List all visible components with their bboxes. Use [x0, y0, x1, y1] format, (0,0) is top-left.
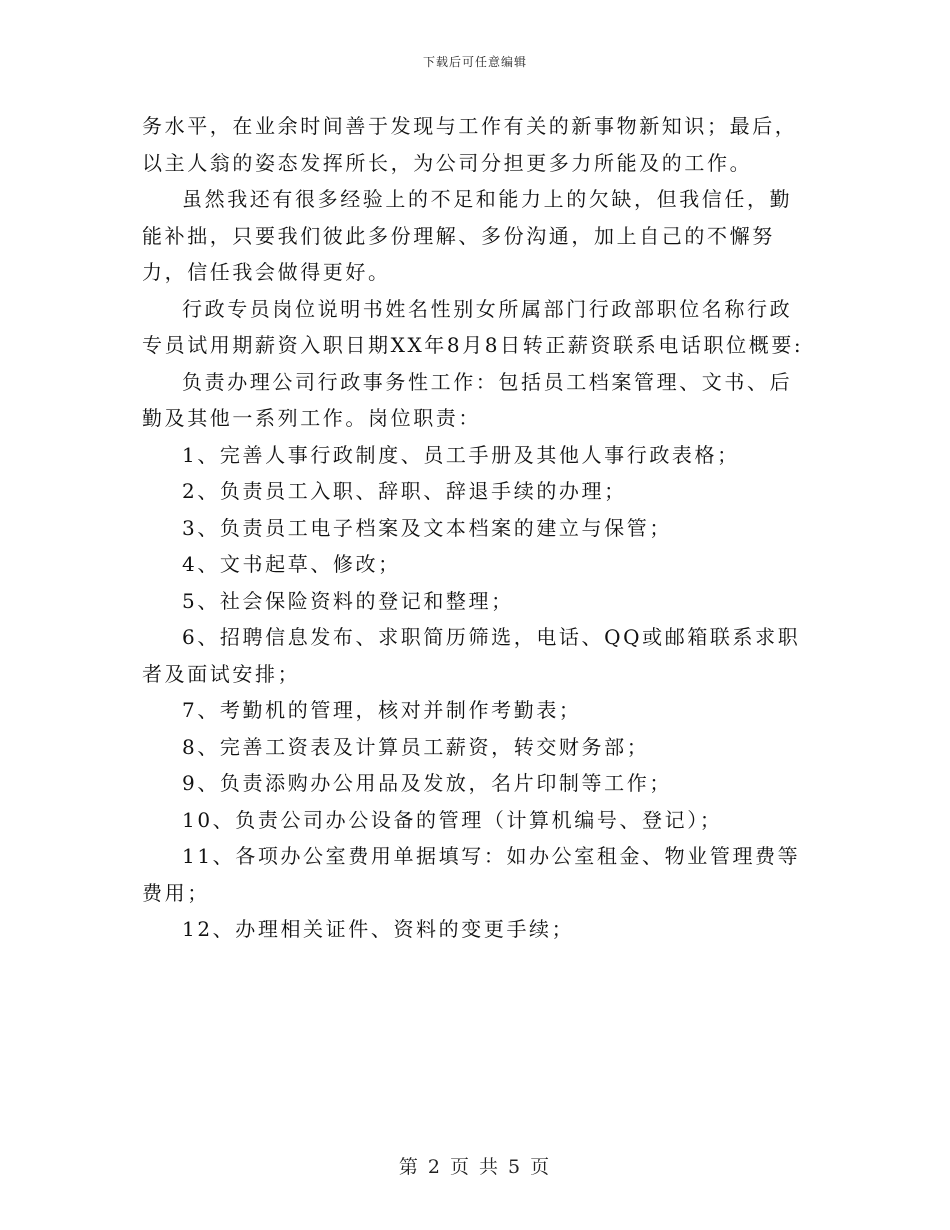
duty-item-1: 1、完善人事行政制度、员工手册及其他人事行政表格；: [182, 442, 740, 467]
paragraph: 虽然我还有很多经验上的不足和能力上的欠缺，但我信任，勤能补拙，只要我们彼此多份理解、多份沟通，加上自己的不懈努力，信任我会做得更好。: [142, 187, 793, 284]
duty-item-3: 3、负责员工电子档案及文本档案的建立与保管；: [182, 515, 672, 540]
paragraph-continuation: 务水平，在业余时间善于发现与工作有关的新事物新知识；最后，以主人翁的姿态发挥所长，为公司分担更多力所能及的工作。: [142, 114, 798, 175]
duty-item-10: 10、负责公司办公设备的管理（计算机编号、登记）；: [182, 807, 723, 832]
duty-item-12: 12、办理相关证件、资料的变更手续；: [182, 917, 575, 941]
paragraph-job-summary: 负责办理公司行政事务性工作：包括员工档案管理、文书、后勤及其他一系列工作。岗位职责：: [142, 369, 793, 430]
duty-item-2: 2、负责员工入职、辞职、辞退手续的办理；: [182, 479, 627, 503]
document-body: [142, 108, 812, 948]
paragraph-job-description: 行政专员岗位说明书姓名性别女所属部门行政部职位名称行政专员试用期薪资入职日期XX年8月8日转正薪资联系电话职位概要:: [142, 296, 804, 357]
duty-item-8: 8、完善工资表及计算员工薪资，转交财务部；: [182, 734, 650, 759]
duty-item-11: 11、各项办公室费用单据填写：如办公室租金、物业管理费等费用；: [142, 844, 801, 905]
duty-item-9: 9、负责添购办公用品及发放，名片印制等工作；: [182, 771, 672, 795]
page-header-note: 下载后可任意编辑: [422, 55, 527, 69]
duty-item-6: 6、招聘信息发布、求职简历筛选，电话、QQ或邮箱联系求职者及面试安排；: [142, 625, 801, 686]
page-number-footer: 第 2 页 共 5 页: [398, 1156, 552, 1178]
duty-item-7: 7、考勤机的管理，核对并制作考勤表；: [182, 698, 582, 722]
duty-item-4: 4、文书起草、修改；: [182, 552, 401, 576]
duty-item-5: 5、社会保险资料的登记和整理；: [182, 588, 514, 613]
